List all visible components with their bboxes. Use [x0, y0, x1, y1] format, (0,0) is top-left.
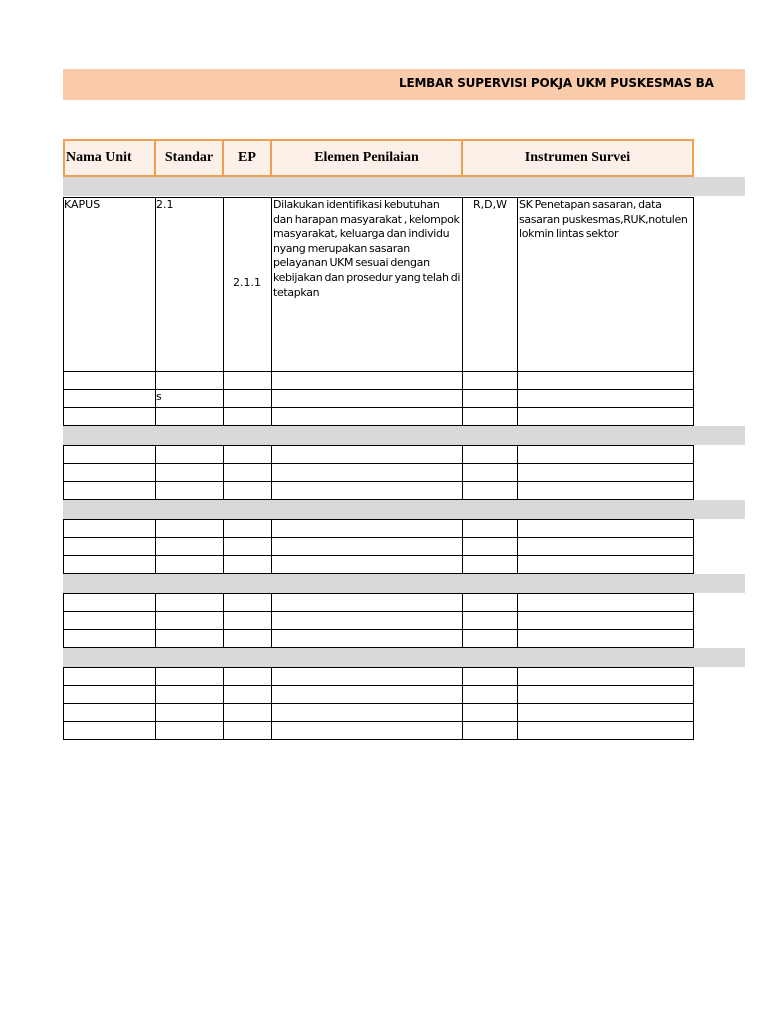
table-cell [223, 685, 272, 704]
table-cell [462, 611, 518, 630]
table-cell [517, 407, 694, 426]
table-cell [63, 703, 156, 722]
table-cell [462, 463, 518, 482]
table-cell [271, 407, 463, 426]
table-cell [223, 629, 272, 648]
table-cell [223, 519, 272, 538]
table-cell [271, 389, 463, 408]
table-cell [462, 703, 518, 722]
table-cell [462, 555, 518, 574]
cell-ep [223, 197, 272, 372]
header-instrumen-survei: Instrumen Survei [461, 139, 694, 177]
table-cell [63, 445, 156, 464]
table-cell [271, 703, 463, 722]
table-cell [63, 629, 156, 648]
table-cell [462, 481, 518, 500]
table-cell [517, 463, 694, 482]
table-cell [517, 537, 694, 556]
cell-elemen-penilaian: Dilakukan identifikasi kebutuhan dan harapan masyarakat , kelompok masyarakat, keluarga dan individu nyang merupakan sasaran pelayanan UKM sesuai dengan kebijakan dan prosedur yang telah di tetapkan [271, 197, 463, 372]
table-cell [271, 721, 463, 740]
table-cell [462, 593, 518, 612]
section-separator [63, 574, 745, 593]
standar-text: 2.1 [156, 198, 174, 211]
table-cell [462, 407, 518, 426]
table-cell [517, 593, 694, 612]
table-cell [271, 463, 463, 482]
table-cell [517, 611, 694, 630]
table-cell [223, 721, 272, 740]
header-standar: Standar [154, 139, 224, 177]
table-cell [63, 407, 156, 426]
table-cell [462, 389, 518, 408]
header-nama-unit: Nama Unit [63, 139, 156, 177]
table-cell [462, 519, 518, 538]
table-cell [223, 481, 272, 500]
table-cell [223, 537, 272, 556]
cell-instrumen-survei: SK Penetapan sasaran, data sasaran puskesmas,RUK,notulen lokmin lintas sektor [517, 197, 694, 372]
table-cell [517, 667, 694, 686]
table-cell [271, 481, 463, 500]
table-cell [63, 685, 156, 704]
cell-nama-unit [63, 197, 156, 372]
table-cell [223, 555, 272, 574]
table-cell [155, 611, 224, 630]
section-separator [63, 426, 745, 445]
table-cell [271, 555, 463, 574]
table-cell [462, 721, 518, 740]
title-bar [63, 69, 745, 100]
table-cell [155, 667, 224, 686]
table-cell [223, 611, 272, 630]
table-cell [517, 445, 694, 464]
table-cell [271, 611, 463, 630]
table-cell [517, 721, 694, 740]
table-cell [271, 519, 463, 538]
table-cell [63, 611, 156, 630]
table-cell [155, 371, 224, 390]
page-title: LEMBAR SUPERVISI POKJA UKM PUSKESMAS BA [399, 76, 714, 90]
table-cell [462, 537, 518, 556]
table-cell [223, 667, 272, 686]
table-cell [462, 629, 518, 648]
table-cell [462, 445, 518, 464]
table-cell [517, 685, 694, 704]
table-cell [155, 537, 224, 556]
table-cell [223, 407, 272, 426]
table-cell [271, 685, 463, 704]
table-cell [271, 371, 463, 390]
table-cell [155, 463, 224, 482]
table-cell [63, 463, 156, 482]
table-cell [155, 629, 224, 648]
table-cell [517, 555, 694, 574]
section-separator [63, 500, 745, 519]
table-cell [462, 685, 518, 704]
table-cell [517, 389, 694, 408]
table-cell [517, 629, 694, 648]
header-elemen-penilaian: Elemen Penilaian [270, 139, 463, 177]
section-separator [63, 177, 745, 196]
table-cell [63, 481, 156, 500]
standar-text: s [156, 390, 162, 403]
section-separator [63, 648, 745, 667]
table-cell [155, 555, 224, 574]
table-cell [271, 667, 463, 686]
table-cell [462, 667, 518, 686]
header-ep: EP [222, 139, 272, 177]
table-cell [462, 371, 518, 390]
table-cell [63, 537, 156, 556]
table-cell [223, 389, 272, 408]
table-cell [155, 389, 224, 408]
table-cell [271, 593, 463, 612]
table-cell [155, 721, 224, 740]
table-cell [223, 593, 272, 612]
table-cell [517, 703, 694, 722]
table-cell [155, 445, 224, 464]
nama-unit-text: KAPUS [64, 198, 101, 211]
table-cell [63, 667, 156, 686]
table-cell [155, 481, 224, 500]
table-cell [517, 371, 694, 390]
table-cell [155, 519, 224, 538]
table-cell [517, 519, 694, 538]
table-cell [155, 685, 224, 704]
table-cell [271, 445, 463, 464]
table-cell [63, 721, 156, 740]
table-cell [223, 463, 272, 482]
ep-text: 2.1.1 [233, 276, 261, 289]
table-cell [271, 629, 463, 648]
table-cell [63, 389, 156, 408]
table-cell [63, 519, 156, 538]
table-cell [155, 703, 224, 722]
table-cell [155, 593, 224, 612]
table-cell [271, 537, 463, 556]
table-cell [517, 481, 694, 500]
cell-kode [462, 197, 518, 372]
table-cell [63, 593, 156, 612]
table-cell [223, 371, 272, 390]
table-cell [223, 445, 272, 464]
table-cell [63, 371, 156, 390]
table-cell [223, 703, 272, 722]
kode-text: R,D,W [473, 198, 507, 211]
table-cell [155, 407, 224, 426]
table-cell [63, 555, 156, 574]
cell-standar [155, 197, 224, 372]
